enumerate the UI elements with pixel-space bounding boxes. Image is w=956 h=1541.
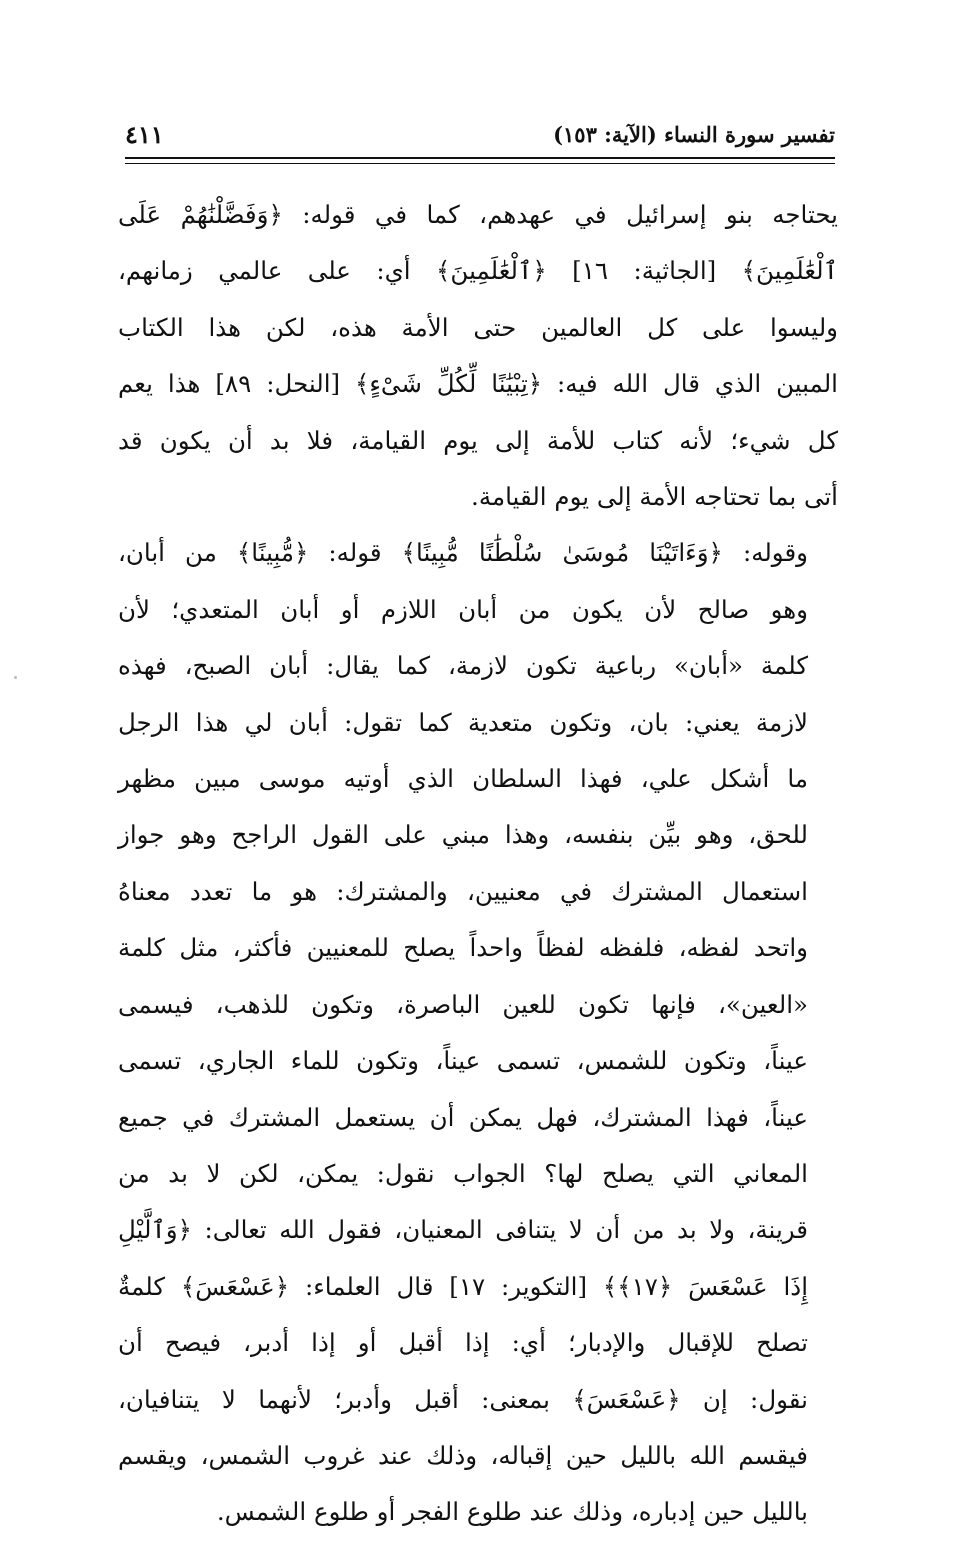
text-line: تصلح للإقبال والإدبار؛ أي: إذا أقبل أو إذا أدبر، فيصح أن: [118, 1328, 808, 1358]
text-line: كلمة «أبان» رباعية تكون لازمة، كما يقال: أبان الصبح، فهذه: [118, 651, 808, 681]
text-line: واتحد لفظه، فلفظه لفظاً واحداً يصلح للمعنيين فأكثر، مثل كلمة: [118, 933, 808, 963]
text-line: أتى بما تحتاجه الأمة إلى يوم القيامة.: [471, 482, 838, 512]
text-line: «العين»، فإنها تكون للعين الباصرة، وتكون للذهب، فيسمى: [118, 989, 808, 1019]
paragraph-1: [118, 187, 838, 525]
text-line: قرينة، ولا بد من أن لا يتنافى المعنيان، فقول الله تعالى: ﴿وَٱلَّيْلِ: [118, 1215, 808, 1245]
text-line: وهو صالح لأن يكون من أبان اللازم أو أبان المتعدي؛ لأن: [118, 594, 808, 624]
text-line: يحتاجه بنو إسرائيل في عهدهم، كما في قوله: ﴿وَفَضَّلْنَٰهُمْ عَلَى: [118, 200, 838, 229]
body-text: [118, 187, 838, 1541]
paragraph-2: [118, 525, 838, 1540]
header-rule-thick: [125, 157, 835, 159]
running-title: تفسير سورة النساء (الآية: ١٥٣): [553, 122, 835, 147]
page-number: ٤١١: [125, 120, 164, 149]
scan-speck: [14, 676, 17, 679]
text-line: إِذَا عَسْعَسَ ﴿١٧﴾﴾ [التكوير: ١٧] قال العلماء: ﴿عَسْعَسَ﴾ كلمةٌ: [118, 1271, 809, 1301]
text-line: لازمة يعني: بان، وتكون متعدية كما تقول: أبان لي هذا الرجل: [118, 707, 808, 737]
text-line: ما أشكل علي، فهذا السلطان الذي أوتيه موسى مبين مظهر: [118, 764, 808, 794]
text-line: وقوله: ﴿وَءَاتَيْنَا مُوسَىٰ سُلْطَٰنًا مُّبِينًا﴾ قوله: ﴿مُّبِينًا﴾ من أبان،: [118, 538, 808, 568]
text-line: عيناً، فهذا المشترك، فهل يمكن أن يستعمل المشترك في جميع: [118, 1102, 808, 1132]
header-rule-thin: [125, 163, 835, 164]
text-line: وليسوا على كل العالمين حتى الأمة هذه، لكن هذا الكتاب: [118, 312, 838, 342]
page-header: [125, 118, 835, 158]
text-line: للحق، وهو بيِّن بنفسه، وهذا مبني على القول الراجح وهو جواز: [118, 820, 808, 850]
text-line: فيقسم الله بالليل حين إقباله، وذلك عند غروب الشمس، ويقسم: [118, 1440, 808, 1470]
text-line: ٱلْعَٰلَمِينَ﴾ [الجاثية: ١٦] ﴿ٱلْعَٰلَمِينَ﴾ أي: على عالمي زمانهم،: [118, 256, 838, 286]
text-line: المعاني التي يصلح لها؟ الجواب نقول: يمكن، لكن لا بد من: [118, 1158, 808, 1188]
text-line: استعمال المشترك في معنيين، والمشترك: هو ما تعدد معناهُ: [118, 876, 808, 906]
text-line: بالليل حين إدباره، وذلك عند طلوع الفجر أو طلوع الشمس.: [216, 1497, 808, 1527]
text-line: المبين الذي قال الله فيه: ﴿تِبْيَٰنًا لِّكُلِّ شَىْءٍ﴾ [النحل: ٨٩] هذا يعم: [118, 369, 838, 399]
text-line: نقول: إن ﴿عَسْعَسَ﴾ بمعنى: أقبل وأدبر؛ لأنهما لا يتنافيان،: [118, 1384, 808, 1414]
text-line: عيناً، وتكون للشمس، تسمى عيناً، وتكون للماء الجاري، تسمى: [118, 1046, 808, 1076]
text-line: كل شيء؛ لأنه كتاب للأمة إلى يوم القيامة، فلا بد أن يكون قد: [118, 425, 838, 455]
